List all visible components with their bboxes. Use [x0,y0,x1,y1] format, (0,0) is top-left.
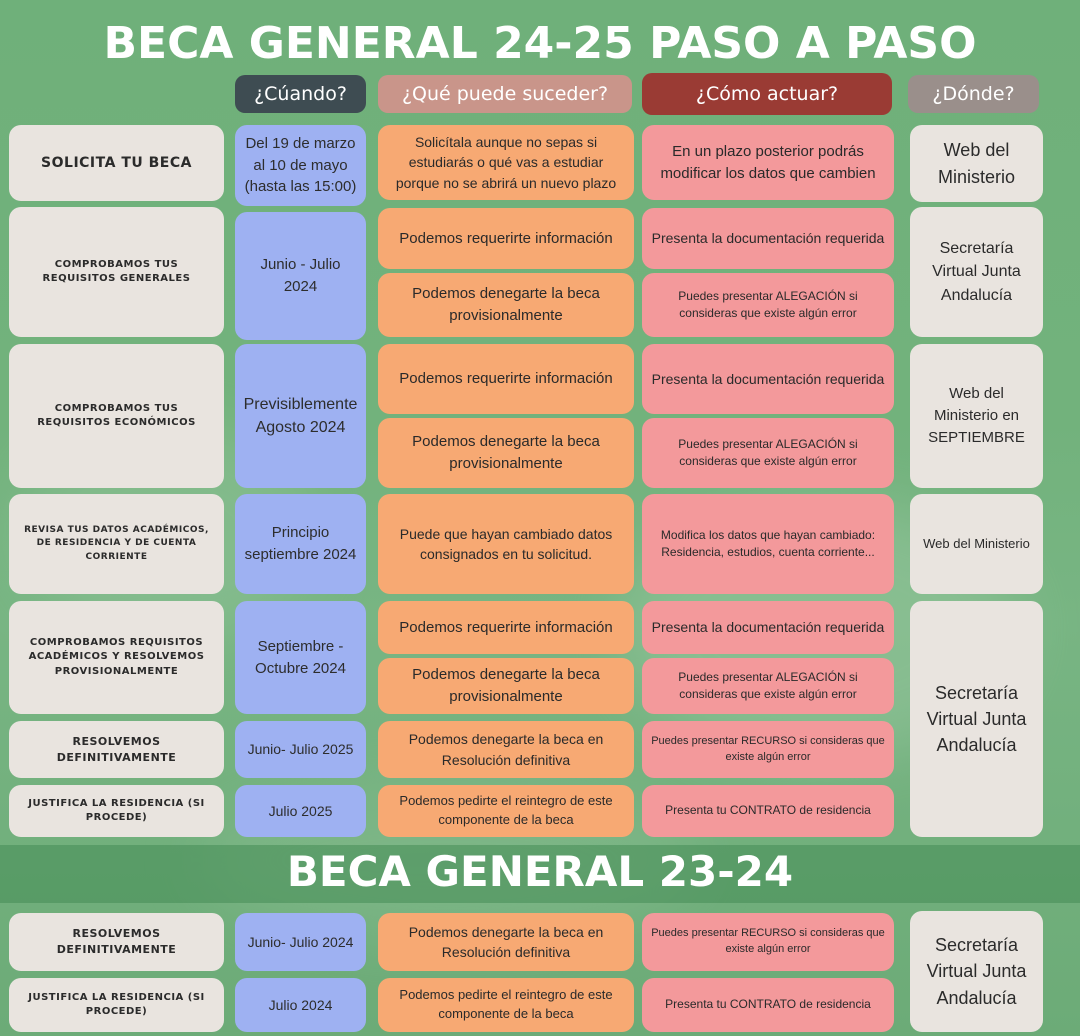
when-cell: Del 19 de marzo al 10 de mayo (hasta las 15:00) [235,125,366,206]
when-cell: Septiembre - Octubre 2024 [235,601,366,714]
where-cell: Web del Ministerio [910,125,1043,202]
when-cell: Junio - Julio 2024 [235,212,366,340]
how-cell: Puedes presentar RECURSO si consideras que existe algún error [642,913,894,971]
section-title: BECA GENERAL 23-24 [286,847,794,896]
how-cell: Puedes presentar ALEGACIÓN si consideras que existe algún error [642,658,894,714]
what-cell: Podemos denegarte la beca en Resolución definitiva [378,721,634,778]
when-cell: Principio septiembre 2024 [235,494,366,594]
what-cell: Solicítala aunque no sepas si estudiarás o qué vas a estudiar porque no se abrirá un nuevo plazo [378,125,634,200]
step-resolvemos-definitivamente: RESOLVEMOS DEFINITIVAMENTE [9,913,224,971]
what-cell: Podemos requerirte información [378,208,634,269]
header-where: ¿Dónde? [908,75,1039,113]
how-cell: Presenta la documentación requerida [642,601,894,654]
where-cell: Secretaría Virtual Junta Andalucía [910,207,1043,337]
header-how: ¿Cómo actuar? [642,73,892,115]
how-cell: Modifica los datos que hayan cambiado: Residencia, estudios, cuenta corriente... [642,494,894,594]
how-cell: Puedes presentar RECURSO si consideras que existe algún error [642,721,894,778]
what-cell: Podemos pedirte el reintegro de este componente de la beca [378,785,634,837]
how-cell: En un plazo posterior podrás modificar los datos que cambien [642,125,894,200]
when-cell: Previsiblemente Agosto 2024 [235,344,366,488]
when-cell: Julio 2024 [235,978,366,1032]
step-requisitos-economicos: COMPROBAMOS TUS REQUISITOS ECONÓMICOS [9,344,224,488]
where-cell: Web del Ministerio en SEPTIEMBRE [910,344,1043,488]
where-cell: Web del Ministerio [910,494,1043,594]
step-justifica-residencia: JUSTIFICA LA RESIDENCIA (SI PROCEDE) [9,785,224,837]
what-cell: Podemos denegarte la beca provisionalmente [378,273,634,337]
where-cell: Secretaría Virtual Junta Andalucía [910,601,1043,837]
what-cell: Puede que hayan cambiado datos consignados en tu solicitud. [378,494,634,594]
header-what: ¿Qué puede suceder? [378,75,632,113]
what-cell: Podemos pedirte el reintegro de este componente de la beca [378,978,634,1032]
when-cell: Julio 2025 [235,785,366,837]
step-solicita: SOLICITA TU BECA [9,125,224,201]
when-cell: Junio- Julio 2025 [235,721,366,778]
header-when: ¿Cúando? [235,75,366,113]
step-resolvemos-definitivamente: RESOLVEMOS DEFINITIVAMENTE [9,721,224,778]
step-revisa-datos: REVISA TUS DATOS ACADÉMICOS, DE RESIDENCIA Y DE CUENTA CORRIENTE [9,494,224,594]
where-cell: Secretaría Virtual Junta Andalucía [910,911,1043,1032]
what-cell: Podemos requerirte información [378,601,634,654]
page-title: BECA GENERAL 24-25 PASO A PASO [103,18,977,69]
what-cell: Podemos denegarte la beca en Resolución definitiva [378,913,634,971]
what-cell: Podemos denegarte la beca provisionalmente [378,658,634,714]
how-cell: Puedes presentar ALEGACIÓN si consideras que existe algún error [642,418,894,488]
step-justifica-residencia: JUSTIFICA LA RESIDENCIA (SI PROCEDE) [9,978,224,1032]
what-cell: Podemos denegarte la beca provisionalmente [378,418,634,488]
step-requisitos-generales: COMPROBAMOS TUS REQUISITOS GENERALES [9,207,224,337]
how-cell: Puedes presentar ALEGACIÓN si consideras que existe algún error [642,273,894,337]
when-cell: Junio- Julio 2024 [235,913,366,971]
what-cell: Podemos requerirte información [378,344,634,414]
how-cell: Presenta la documentación requerida [642,208,894,269]
how-cell: Presenta la documentación requerida [642,344,894,414]
how-cell: Presenta tu CONTRATO de residencia [642,785,894,837]
how-cell: Presenta tu CONTRATO de residencia [642,978,894,1032]
step-requisitos-academicos: COMPROBAMOS REQUISITOS ACADÉMICOS Y RESOLVEMOS PROVISIONALMENTE [9,601,224,714]
